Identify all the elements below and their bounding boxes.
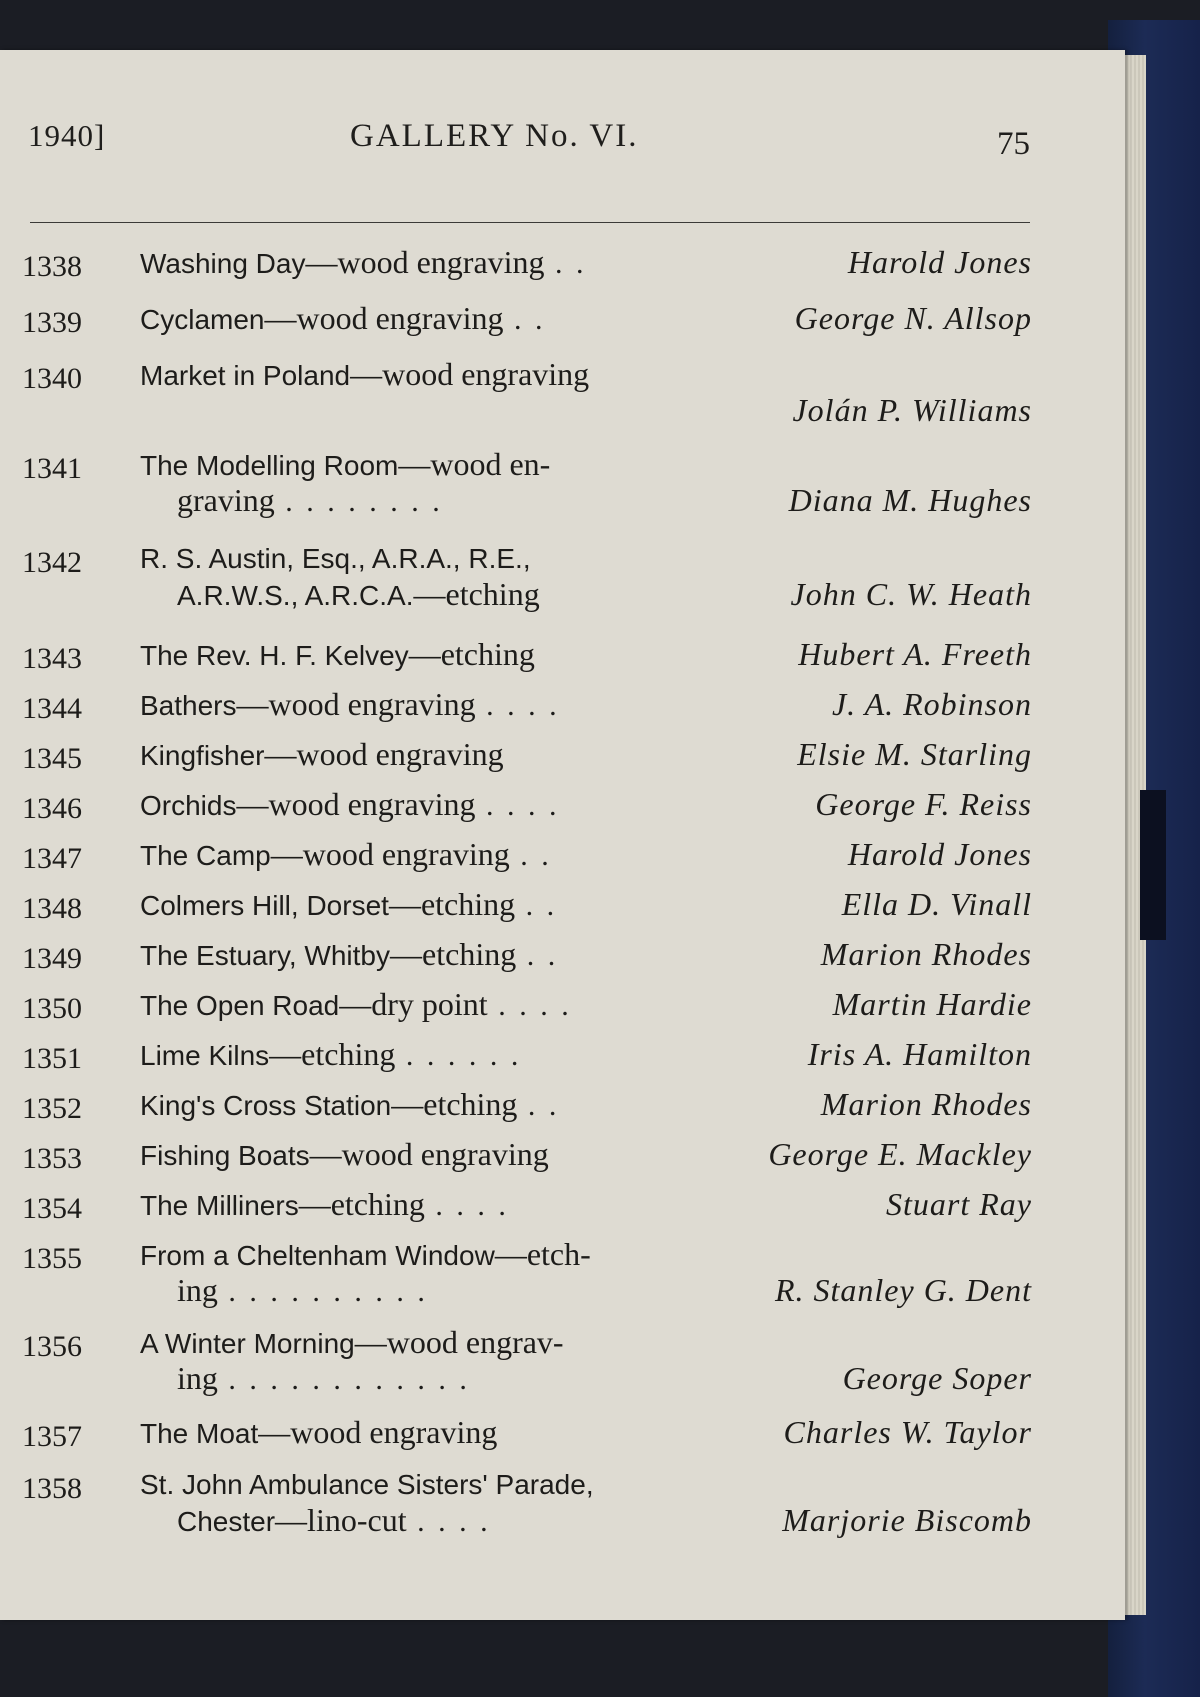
leader-dots: . . . .: [424, 1189, 509, 1222]
entry-medium: etching: [330, 1186, 425, 1222]
entry-artist: Marjorie Biscomb: [782, 1502, 1032, 1538]
entry-artist: George N. Allsop: [794, 300, 1032, 336]
entry-number: 1338: [22, 250, 82, 283]
entry-title-continued: Chester: [177, 1506, 276, 1537]
entry-artist: Hubert A. Freeth: [798, 636, 1032, 672]
leader-dots: . .: [503, 303, 546, 336]
entry-title: Kingfisher: [140, 740, 265, 771]
entry-medium: wood en-: [430, 446, 551, 482]
entry-artist: J. A. Robinson: [831, 686, 1032, 722]
leader-dots: . . . .: [487, 989, 572, 1022]
entry-artist: Jolán P. Williams: [792, 392, 1032, 428]
entry-number: 1345: [22, 742, 82, 775]
entry-title: The Milliners: [140, 1190, 299, 1221]
entry-number: 1343: [22, 642, 82, 675]
entry-artist: Elsie M. Starling: [797, 736, 1032, 772]
entry-number: 1356: [22, 1330, 82, 1363]
entry-title: St. John Ambulance Sisters' Parade,: [140, 1469, 594, 1500]
entry-medium: wood engraving: [296, 300, 504, 336]
entry-medium: lino-cut: [307, 1502, 407, 1538]
entry-medium: wood engraving: [296, 736, 504, 772]
entry-artist: Charles W. Taylor: [783, 1414, 1032, 1450]
entry-artist: Martin Hardie: [832, 986, 1032, 1022]
entry-title: Fishing Boats: [140, 1140, 310, 1171]
entry-artist: Marion Rhodes: [820, 1086, 1032, 1122]
header-year: 1940]: [28, 118, 106, 153]
entry-title-continued: A.R.W.S., A.R.C.A.: [177, 580, 414, 611]
header-gallery-title: GALLERY No. VI.: [350, 118, 639, 154]
entry-number: 1347: [22, 842, 82, 875]
entry-medium: etching: [440, 636, 535, 672]
entry-medium-continued: ing: [177, 1360, 218, 1396]
leader-dots: . . . .: [475, 689, 560, 722]
entry-title: The Camp: [140, 840, 271, 871]
entry-number: 1351: [22, 1042, 82, 1075]
entry-number: 1339: [22, 306, 82, 339]
entry-title: Lime Kilns: [140, 1040, 270, 1071]
entry-title: From a Cheltenham Window: [140, 1240, 495, 1271]
leader-dots: . .: [544, 247, 587, 280]
entry-title: Orchids: [140, 790, 237, 821]
leader-dots: . . . . . . . . . .: [217, 1275, 428, 1308]
entry-title: King's Cross Station: [140, 1090, 392, 1121]
entry-title: A Winter Morning: [140, 1328, 355, 1359]
entry-medium: wood engrav-: [386, 1324, 564, 1360]
entry-number: 1354: [22, 1192, 82, 1225]
entry-artist: Harold Jones: [847, 836, 1032, 872]
page-number: 75: [997, 126, 1030, 162]
entry-artist: George F. Reiss: [815, 786, 1032, 822]
catalogue-entries: 1338 Washing Day—wood engraving . . Harold Jones 1339 Cyclamen—wood engraving . . George N. Allsop 1340 Market in Poland—wood engraving Jolán P. Williams 1341 The Modelling Room—wood en- graving . . . . . . . . Diana M. Hughes 1342 R. S. Austin, Esq., A.R.A., R.E., A.R.W.S., A.R.C.A.—etching John C. W. Heath 1343 The Rev. H. F. Kelvey—etching Hubert A. Freeth 1344 Bathers—wood engraving . . . . J. A. Robinson 1345 Kingfisher—wood engraving Elsie M. Starling 1346 Orchids—wood engraving . . . . George F. Reiss 1347 The Camp—wood engraving . . Harold Jones 1348 Colmers Hill, Dorset—etching . . Ella D. Vinall 1349 The Estuary, Whitby—etching . . Marion Rhodes 1350 The Open Road—dry point . . . . Martin Hardie 1351 Lime Kilns—etching . . . . . . Iris A. Hamilton 1352 King's Cross Station—etching . . Marion Rhodes 1353 Fishing Boats—wood engraving George E. Mackley 1354 The Milliners—etching . . . . Stuart Ray 1355 From a Cheltenham Window—etch- ing . . . . . . . . . . R. Stanley G. Dent 1356 A Winter Morning—wood engrav- ing . . . . . . . . . . . . George Soper 1357 The Moat—wood engraving Charles W. Taylor 1358 St. John Ambulance Sisters' Parade, Chester—lino-cut . . . . Marjorie Biscomb: [22, 244, 1032, 1538]
entry-number: 1344: [22, 692, 82, 725]
entry-number: 1357: [22, 1420, 82, 1453]
entry-artist: Harold Jones: [847, 244, 1032, 280]
entry-title: R. S. Austin, Esq., A.R.A., R.E.,: [140, 543, 531, 574]
entry-title: Washing Day: [140, 248, 306, 279]
leader-dots: . .: [509, 839, 552, 872]
entry-number: 1348: [22, 892, 82, 925]
entry-title: The Rev. H. F. Kelvey: [140, 640, 409, 671]
leader-dots: . .: [515, 889, 558, 922]
entry-medium: wood engraving: [302, 836, 510, 872]
entry-artist: Diana M. Hughes: [788, 482, 1032, 518]
entry-number: 1342: [22, 546, 82, 579]
entry-number: 1346: [22, 792, 82, 825]
binding-shadow: [1140, 790, 1166, 940]
entry-medium: etch-: [526, 1236, 591, 1272]
entry-artist: Iris A. Hamilton: [807, 1036, 1032, 1072]
entry-title: The Moat: [140, 1418, 259, 1449]
entry-number: 1352: [22, 1092, 82, 1125]
entry-number: 1340: [22, 362, 82, 395]
entry-medium: wood engraving: [337, 244, 545, 280]
entry-title: The Open Road: [140, 990, 340, 1021]
entry-artist: R. Stanley G. Dent: [774, 1272, 1032, 1308]
entry-medium: dry point: [371, 986, 488, 1022]
entry-medium: etching: [420, 886, 516, 922]
leader-dots: . .: [516, 939, 559, 972]
entry-medium-continued: ing: [177, 1272, 218, 1308]
entry-title: Colmers Hill, Dorset: [140, 890, 389, 921]
entry-artist: George E. Mackley: [768, 1136, 1032, 1172]
entry-number: 1341: [22, 452, 82, 485]
leader-dots: . .: [517, 1089, 560, 1122]
entry-number: 1358: [22, 1472, 82, 1505]
leader-dots: . . . . . .: [395, 1039, 522, 1072]
entry-medium: wood engraving: [268, 686, 476, 722]
entry-number: 1350: [22, 992, 82, 1025]
entry-medium: etching: [445, 576, 540, 612]
entry-number: 1353: [22, 1142, 82, 1175]
entry-artist: Ella D. Vinall: [841, 886, 1032, 922]
entry-medium: etching: [422, 936, 517, 972]
entry-title: The Modelling Room: [140, 450, 399, 481]
entry-title: Market in Poland: [140, 360, 351, 391]
entry-artist: George Soper: [842, 1360, 1032, 1396]
entry-artist: Stuart Ray: [886, 1186, 1032, 1222]
entry-medium: wood engraving: [268, 786, 476, 822]
leader-dots: . . . . . . . . . . . .: [217, 1363, 470, 1396]
entry-medium: wood engraving: [382, 356, 590, 392]
entry-title: The Estuary, Whitby: [140, 940, 391, 971]
entry-title: Cyclamen: [140, 304, 265, 335]
leader-dots: . . . .: [406, 1505, 491, 1538]
entry-medium: etching: [423, 1086, 518, 1122]
entry-number: 1349: [22, 942, 82, 975]
entry-medium: etching: [301, 1036, 396, 1072]
leader-dots: . . . .: [475, 789, 560, 822]
entry-number: 1355: [22, 1242, 82, 1275]
entry-medium-continued: graving: [177, 482, 275, 518]
entry-artist: Marion Rhodes: [820, 936, 1032, 972]
entry-medium: wood engraving: [290, 1414, 498, 1450]
entry-title: Bathers: [140, 690, 237, 721]
entry-artist: John C. W. Heath: [790, 576, 1032, 612]
entry-medium: wood engraving: [341, 1136, 549, 1172]
leader-dots: . . . . . . . .: [274, 485, 443, 518]
